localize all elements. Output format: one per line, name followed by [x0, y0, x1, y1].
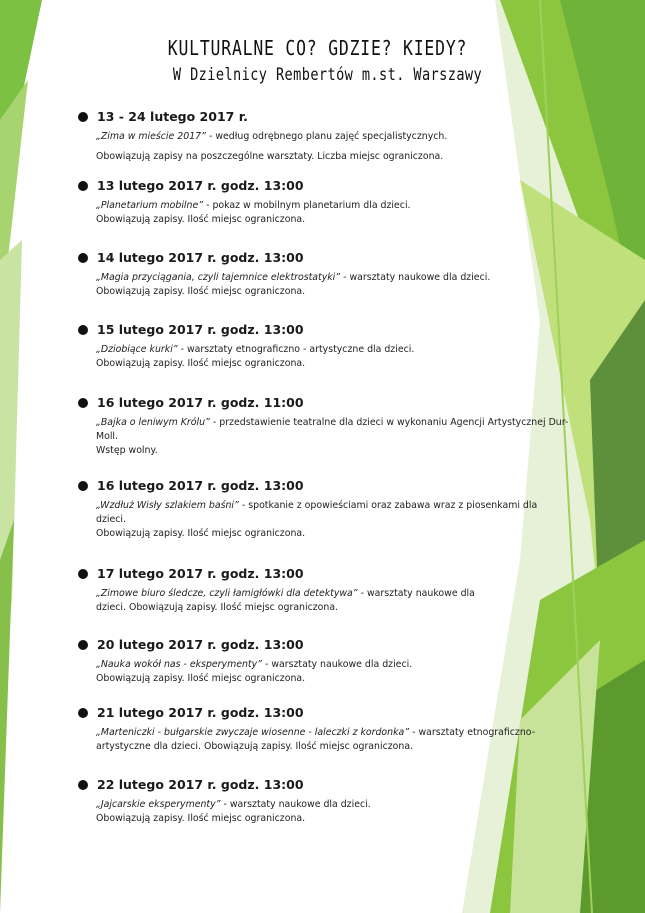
event-item	[78, 705, 578, 754]
event-item	[78, 109, 578, 164]
event-note: Wstęp wolny.	[96, 445, 158, 456]
event-item	[78, 478, 578, 541]
event-title: „Zimowe biuro śledcze, czyli łamigłówki dla detektywa”	[96, 588, 358, 599]
event-title: „Dziobiące kurki”	[96, 344, 178, 355]
event-date: 13 lutego 2017 r. godz. 13:00	[97, 178, 304, 193]
event-title: „Magia przyciągania, czyli tajemnice elektrostatyki”	[96, 272, 341, 283]
bullet-icon	[78, 253, 88, 263]
event-item	[78, 250, 578, 299]
event-note: Obowiązują zapisy. Ilość miejsc ograniczona.	[96, 286, 306, 297]
event-title: „Zima w mieście 2017”	[96, 131, 207, 142]
event-description: - warsztaty etnograficzno - artystyczne dla dzieci.	[177, 344, 415, 355]
bullet-icon	[78, 640, 88, 650]
event-item	[78, 395, 578, 458]
event-description: - przedstawienie teatralne dla dzieci w wykonaniu Agencji Artystycznej Dur-Moll.	[96, 417, 569, 442]
event-item	[78, 777, 578, 826]
event-description: - warsztaty naukowe dla dzieci.	[220, 799, 371, 810]
bullet-icon	[78, 112, 88, 122]
event-description: - warsztaty etnograficzno-artystyczne dla dzieci.	[96, 727, 536, 752]
bullet-icon	[78, 481, 88, 491]
event-date: 13 - 24 lutego 2017 r.	[97, 109, 248, 124]
event-title: „Wzdłuż Wisły szlakiem baśni”	[96, 500, 239, 511]
event-note: Obowiązują zapisy. Ilość miejsc ograniczona.	[128, 602, 339, 613]
bullet-icon	[78, 398, 88, 408]
event-note: Obowiązują zapisy. Ilość miejsc ograniczona.	[96, 813, 306, 824]
event-date: 20 lutego 2017 r. godz. 13:00	[97, 637, 304, 652]
event-date: 15 lutego 2017 r. godz. 13:00	[97, 322, 304, 337]
event-date: 17 lutego 2017 r. godz. 13:00	[97, 566, 304, 581]
bullet-icon	[78, 181, 88, 191]
event-note: Obowiązują zapisy. Ilość miejsc ograniczona.	[96, 358, 306, 369]
page-title: KULTURALNE CO? GDZIE? KIEDY?	[167, 36, 468, 60]
event-description: - warsztaty naukowe dla dzieci.	[340, 272, 491, 283]
event-note: Obowiązują zapisy na poszczególne warsztaty. Liczba miejsc ograniczona.	[96, 151, 444, 162]
event-description: - według odrębnego planu zajęć specjalistycznych.	[206, 131, 448, 142]
event-note: Obowiązują zapisy. Ilość miejsc ograniczona.	[96, 528, 306, 539]
event-title: „Planetarium mobilne”	[96, 200, 204, 211]
bullet-icon	[78, 325, 88, 335]
event-title: „Marteniczki - bułgarskie zwyczaje wiosenne - laleczki z kordonka”	[96, 727, 410, 738]
bullet-icon	[78, 780, 88, 790]
event-description: - warsztaty naukowe dla dzieci.	[96, 588, 475, 613]
event-note: Obowiązują zapisy. Ilość miejsc ograniczona.	[203, 741, 414, 752]
event-item	[78, 322, 578, 371]
event-date: 16 lutego 2017 r. godz. 13:00	[97, 478, 304, 493]
event-date: 16 lutego 2017 r. godz. 11:00	[97, 395, 304, 410]
event-note: Obowiązują zapisy. Ilość miejsc ograniczona.	[96, 673, 306, 684]
event-item	[78, 637, 578, 686]
event-item	[78, 178, 578, 227]
event-description: - warsztaty naukowe dla dzieci.	[262, 659, 413, 670]
bullet-icon	[78, 708, 88, 718]
event-date: 22 lutego 2017 r. godz. 13:00	[97, 777, 304, 792]
event-item	[78, 566, 578, 615]
event-date: 21 lutego 2017 r. godz. 13:00	[97, 705, 304, 720]
event-date: 14 lutego 2017 r. godz. 13:00	[97, 250, 304, 265]
page-subtitle: W Dzielnicy Rembertów m.st. Warszawy	[172, 65, 483, 85]
event-description: - spotkanie z opowieściami oraz zabawa wraz z piosenkami dla dzieci.	[96, 500, 538, 525]
event-title: „Nauka wokół nas - eksperymenty”	[96, 659, 262, 670]
event-title: „Bajka o leniwym Królu”	[96, 417, 210, 428]
event-description: - pokaz w mobilnym planetarium dla dzieci.	[203, 200, 411, 211]
bullet-icon	[78, 569, 88, 579]
event-title: „Jajcarskie eksperymenty”	[96, 799, 221, 810]
event-note: Obowiązują zapisy. Ilość miejsc ograniczona.	[96, 214, 306, 225]
